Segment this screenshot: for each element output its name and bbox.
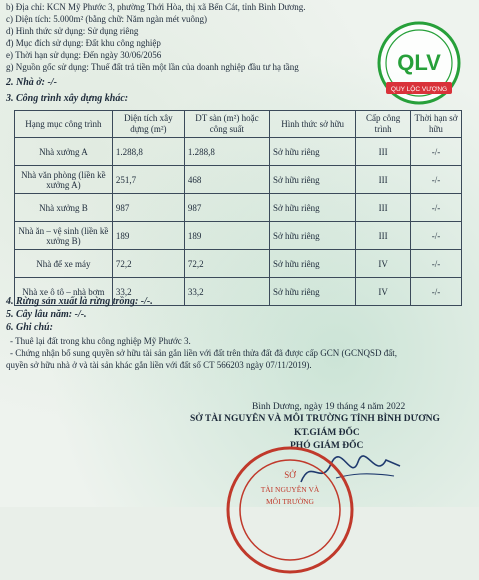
usage-purpose-line: đ) Mục đích sử dụng: Đất khu công nghiệp (6, 38, 161, 48)
issuing-authority: SỞ TÀI NGUYÊN VÀ MÔI TRƯỜNG TỈNH BÌNH DƯƠNG (190, 414, 440, 424)
usage-term-line: e) Thời hạn sử dụng: Đến ngày 30/06/2056 (6, 50, 162, 60)
cell-term: -/- (411, 138, 462, 166)
table-row (15, 222, 462, 250)
svg-text:TÀI NGUYÊN VÀ: TÀI NGUYÊN VÀ (260, 485, 320, 494)
usage-form-line: d) Hình thức sử dụng: Sử dụng riêng (6, 26, 139, 36)
section-notes: 6. Ghi chú: (6, 322, 53, 333)
note-line: - Chứng nhận bổ sung quyền sở hữu tài sản gắn liền với đất trên thửa đất đã được cấp GCN (GCNQSD đất, (10, 348, 397, 358)
sign-date: Bình Dương, ngày 19 tháng 4 năm 2022 (252, 402, 406, 412)
official-seal (220, 440, 360, 580)
cell-term: -/- (411, 194, 462, 222)
cell-floor-area: 72,2 (184, 250, 269, 278)
col-header-item: Hạng mục công trình (15, 111, 113, 138)
table-header-row (15, 111, 462, 138)
table-row (15, 138, 462, 166)
svg-text:QLV: QLV (397, 50, 441, 75)
cell-grade: III (356, 222, 411, 250)
cell-build-area: 33,2 (112, 278, 184, 306)
col-header-ownership: Hình thức sở hữu (269, 111, 355, 138)
table-row (15, 250, 462, 278)
table-row (15, 166, 462, 194)
svg-text:QUY LỘC VƯỢNG: QUY LỘC VƯỢNG (390, 86, 448, 93)
svg-text:SỞ: SỞ (284, 470, 296, 480)
cell-term: -/- (411, 166, 462, 194)
cell-item: Nhà xe ô tô – nhà bơm (15, 278, 113, 306)
cell-item: Nhà xưởng B (15, 194, 113, 222)
cell-ownership: Sở hữu riêng (269, 166, 355, 194)
section-perennial: 5. Cây lâu năm: -/-. (6, 309, 87, 320)
cell-item: Nhà văn phòng (liền kề xưởng A) (15, 166, 113, 194)
kt-director: KT.GIÁM ĐỐC (294, 428, 360, 438)
cell-build-area: 987 (112, 194, 184, 222)
cell-grade: III (356, 166, 411, 194)
note-line: quyền sở hữu nhà ở và tài sản khác gắn liền với đất số CT 566203 ngày 07/11/2019). (6, 360, 312, 370)
qlv-logo (376, 20, 462, 106)
cell-floor-area: 987 (184, 194, 269, 222)
cell-term: -/- (411, 222, 462, 250)
cell-ownership: Sở hữu riêng (269, 222, 355, 250)
cell-term: -/- (411, 278, 462, 306)
table-row (15, 194, 462, 222)
cell-grade: IV (356, 278, 411, 306)
cell-floor-area: 189 (184, 222, 269, 250)
svg-text:MÔI TRƯỜNG: MÔI TRƯỜNG (266, 497, 314, 506)
cell-build-area: 72,2 (112, 250, 184, 278)
col-header-grade: Cấp công trình (356, 111, 411, 138)
cell-floor-area: 1.288,8 (184, 138, 269, 166)
cell-ownership: Sở hữu riêng (269, 278, 355, 306)
address-line: b) Địa chỉ: KCN Mỹ Phước 3, phường Thới Hòa, thị xã Bến Cát, tỉnh Bình Dương. (6, 2, 306, 12)
col-header-term: Thời hạn sở hữu (411, 111, 462, 138)
cell-ownership: Sở hữu riêng (269, 250, 355, 278)
works-table (14, 110, 462, 306)
cell-ownership: Sở hữu riêng (269, 138, 355, 166)
cell-item: Nhà ăn – vệ sinh (liền kề xưởng B) (15, 222, 113, 250)
cell-item: Nhà xưởng A (15, 138, 113, 166)
cell-build-area: 189 (112, 222, 184, 250)
origin-line: g) Nguồn gốc sử dụng: Thuế đất trả tiền một lần của doanh nghiệp đầu tư hạ tầng (6, 62, 299, 72)
cell-ownership: Sở hữu riêng (269, 194, 355, 222)
section-forest: 4. Rừng sản xuất là rừng trồng: -/-. (6, 296, 153, 307)
cell-item: Nhà để xe máy (15, 250, 113, 278)
cell-term: -/- (411, 250, 462, 278)
col-header-floor-area: DT sàn (m²) hoặc công suất (184, 111, 269, 138)
cell-grade: III (356, 138, 411, 166)
cell-floor-area: 468 (184, 166, 269, 194)
deputy-director: PHÓ GIÁM ĐỐC (290, 441, 364, 451)
cell-grade: IV (356, 250, 411, 278)
section-house: 2. Nhà ở: -/- (6, 77, 57, 88)
cell-build-area: 1.288,8 (112, 138, 184, 166)
area-line: c) Diện tích: 5.000m² (bằng chữ: Năm ngàn mét vuông) (6, 14, 208, 24)
col-header-build-area: Diện tích xây dựng (m²) (112, 111, 184, 138)
cell-build-area: 251,7 (112, 166, 184, 194)
cell-grade: III (356, 194, 411, 222)
cell-floor-area: 33,2 (184, 278, 269, 306)
section-other-works: 3. Công trình xây dựng khác: (6, 93, 129, 104)
note-line: - Thuê lại đất trong khu công nghiệp Mỹ Phước 3. (10, 336, 191, 346)
